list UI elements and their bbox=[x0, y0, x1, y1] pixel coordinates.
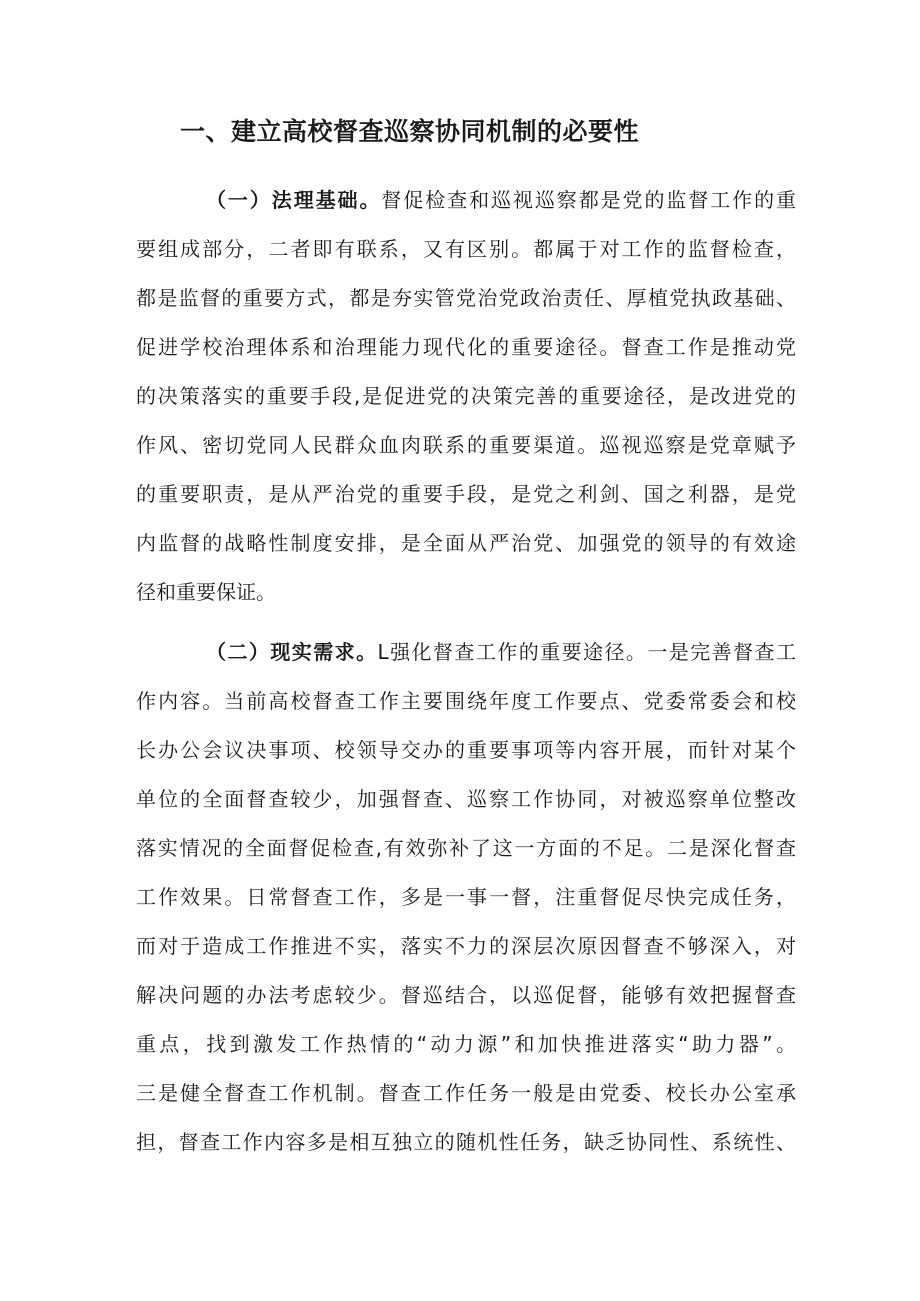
paragraph-line: 要组成部分，二者即有联系，又有区别。都属于对工作的监督检查， bbox=[136, 237, 796, 261]
paragraph-line: 作风、密切党同人民群众血肉联系的重要渠道。巡视巡察是党章赋予 bbox=[136, 433, 796, 457]
paragraph-line: 三是健全督查工作机制。督查工作任务一般是由党委、校长办公室承 bbox=[136, 1081, 796, 1105]
paragraph-line: 作内容。当前高校督查工作主要围绕年度工作要点、党委常委会和校 bbox=[136, 689, 796, 713]
paragraph-line: （二）现实需求。L强化督查工作的重要途径。一是完善督查工 bbox=[206, 640, 796, 664]
section-heading: 一、建立高校督查巡察协同机制的必要性 bbox=[180, 117, 640, 146]
paragraph-line: 促进学校治理体系和治理能力现代化的重要途径。督查工作是推动党 bbox=[136, 335, 796, 359]
paragraph-line: 的重要职责，是从严治党的重要手段，是党之利剑、国之利器，是党 bbox=[136, 482, 796, 506]
paragraph-line: 工作效果。日常督查工作，多是一事一督，注重督促尽快完成任务， bbox=[136, 885, 796, 909]
paragraph-line: 解决问题的办法考虑较少。督巡结合，以巡促督，能够有效把握督查 bbox=[136, 983, 796, 1007]
paragraph-line: 担，督查工作内容多是相互独立的随机性任务，缺乏协同性、系统性、 bbox=[136, 1130, 796, 1154]
paragraph-line: 而对于造成工作推进不实，落实不力的深层次原因督查不够深入，对 bbox=[136, 934, 796, 958]
paragraph-line: 内监督的战略性制度安排，是全面从严治党、加强党的领导的有效途 bbox=[136, 531, 796, 555]
paragraph-lead: （一）法理基础。 bbox=[206, 188, 382, 212]
paragraph-line: 径和重要保证。 bbox=[136, 580, 276, 604]
paragraph-line: 重点，找到激发工作热情的“动力源”和加快推进落实“助力器”。 bbox=[136, 1032, 796, 1056]
paragraph-line: 的决策落实的重要手段,是促进党的决策完善的重要途径，是改进党的 bbox=[136, 384, 796, 408]
paragraph-practical-needs bbox=[136, 628, 796, 1167]
paragraph-line: 长办公会议决事项、校领导交办的重要事项等内容开展，而针对某个 bbox=[136, 738, 796, 762]
paragraph-lead: （二）现实需求。 bbox=[206, 640, 378, 664]
paragraph-legal-basis bbox=[136, 176, 796, 617]
paragraph-line: 落实情况的全面督促检查,有效弥补了这一方面的不足。二是深化督查 bbox=[136, 836, 796, 860]
paragraph-line: 单位的全面督查较少，加强督查、巡察工作协同，对被巡察单位整改 bbox=[136, 787, 796, 811]
paragraph-line: （一）法理基础。督促检查和巡视巡察都是党的监督工作的重 bbox=[206, 188, 797, 212]
paragraph-line: 都是监督的重要方式，都是夯实管党治党政治责任、厚植党执政基础、 bbox=[136, 286, 796, 310]
